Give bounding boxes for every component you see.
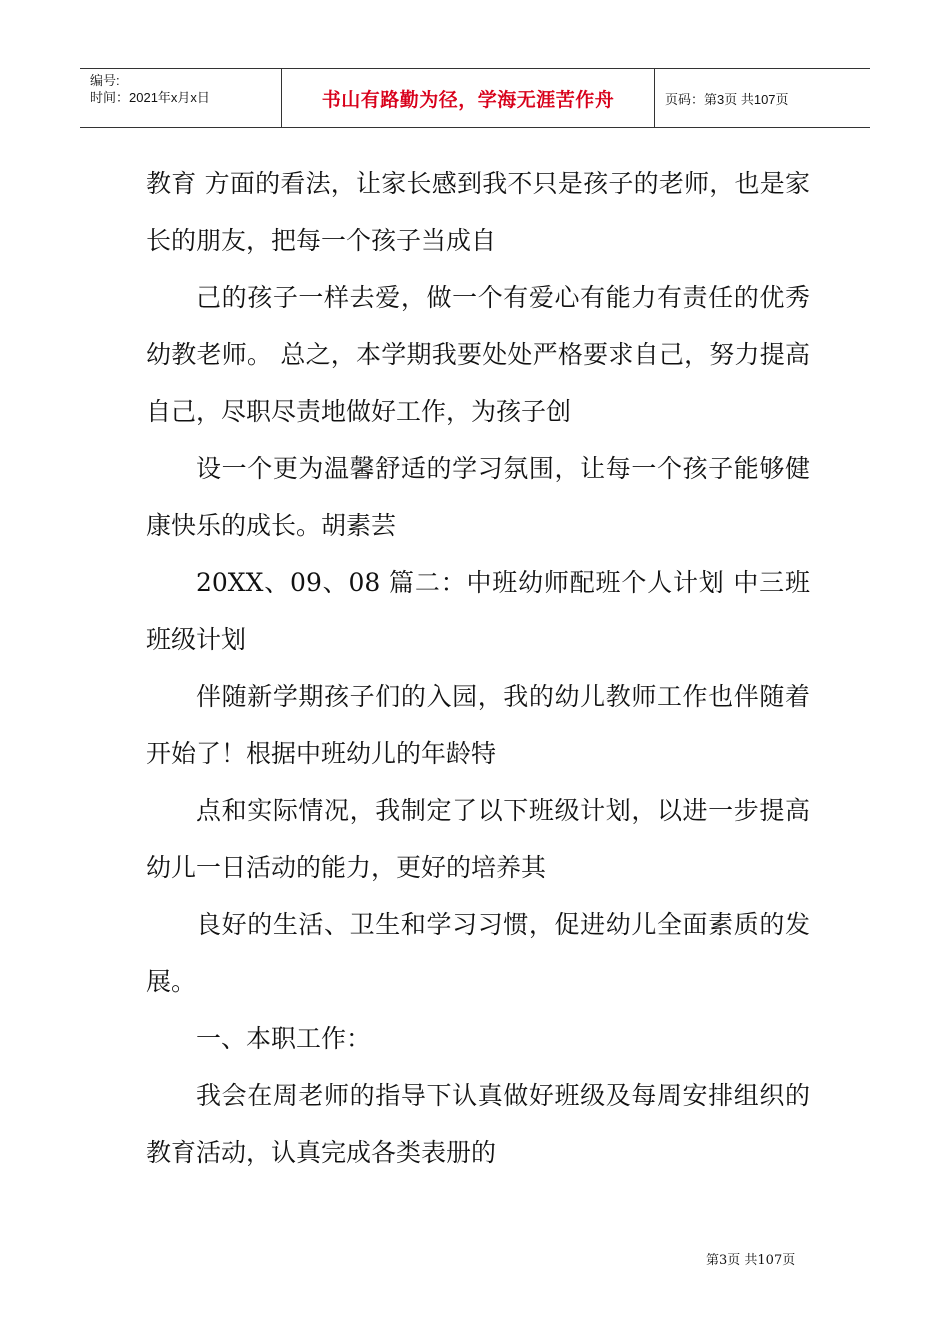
body-paragraph: 己的孩子一样去爱，做一个有爱心有能力有责任的优秀幼教老师。 总之，本学期我要处处严格要求自己，努力提高自己，尽职尽责地做好工作，为孩子创	[146, 283, 810, 426]
document-number-label: 编号:	[90, 73, 120, 88]
header-meta	[80, 69, 282, 127]
body-paragraph: 教育 方面的看法，让家长感到我不只是孩子的老师，也是家长的朋友，把每一个孩子当成自	[146, 169, 810, 255]
document-body	[146, 155, 810, 1181]
document-date-label: 时间：2021年x月x日	[90, 90, 210, 105]
body-paragraph: 我会在周老师的指导下认真做好班级及每周安排组织的教育活动，认真完成各类表册的	[146, 1081, 810, 1167]
header-motto: 书山有路勤为径，学海无涯苦作舟	[282, 69, 655, 127]
body-paragraph: 20XX、09、08 篇二：中班幼师配班个人计划 中三班班级计划	[146, 568, 810, 654]
body-paragraph: 点和实际情况，我制定了以下班级计划，以进一步提高幼儿一日活动的能力，更好的培养其	[146, 796, 810, 882]
section-heading: 一、本职工作：	[196, 1024, 372, 1053]
header-page-info: 页码：第3页 共107页	[665, 91, 789, 107]
page-footer: 第3页 共107页	[706, 1253, 796, 1268]
page-header	[80, 68, 870, 128]
body-paragraph: 良好的生活、卫生和学习习惯，促进幼儿全面素质的发展。	[146, 910, 810, 996]
body-paragraph: 设一个更为温馨舒适的学习氛围，让每一个孩子能够健康快乐的成长。胡素芸	[146, 454, 810, 540]
body-paragraph: 伴随新学期孩子们的入园，我的幼儿教师工作也伴随着开始了！根据中班幼儿的年龄特	[146, 682, 810, 768]
